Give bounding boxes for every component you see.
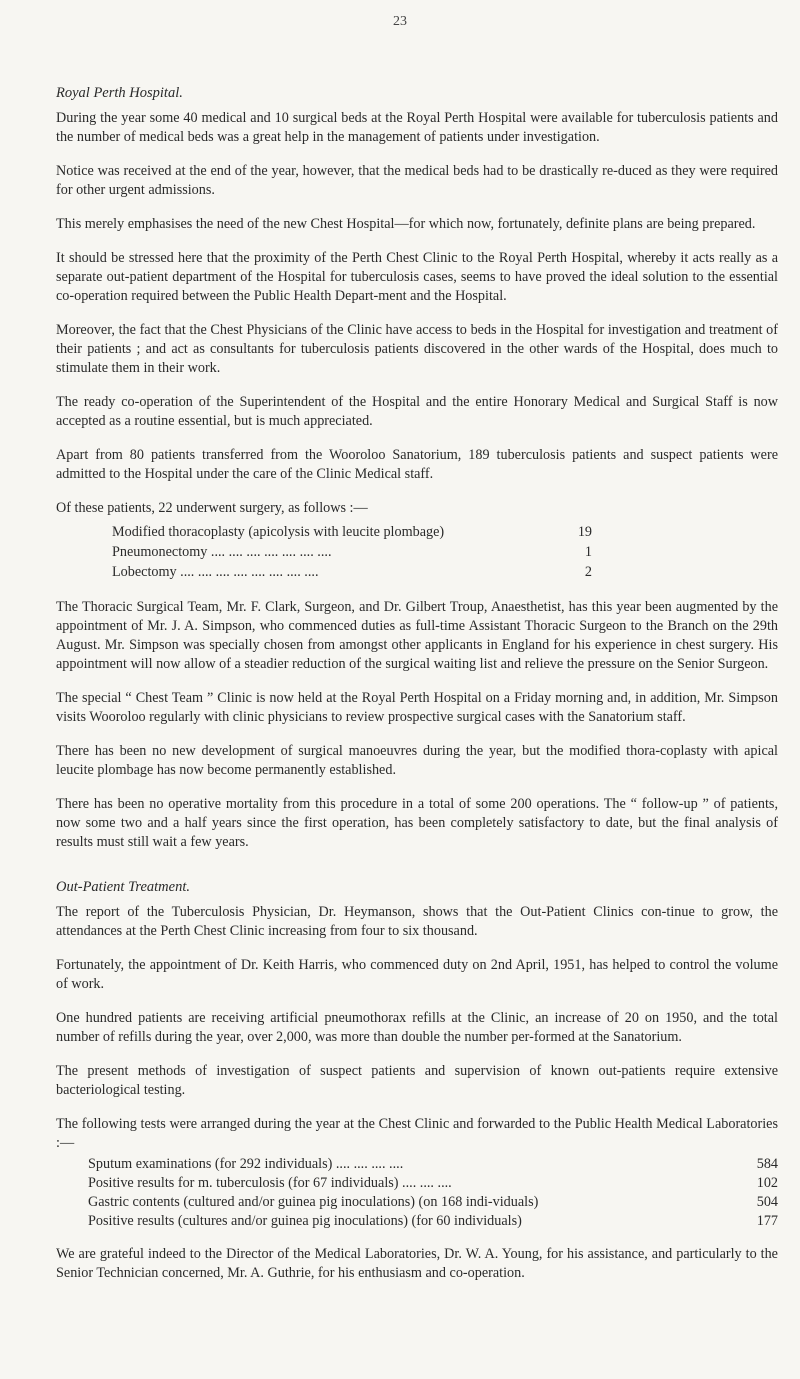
surgery-count: 1 bbox=[584, 544, 592, 560]
surgery-label: Pneumonectomy .... .... .... .... .... .... .... bbox=[112, 544, 332, 560]
test-label: Gastric contents (cultured and/or guinea pig inoculations) (on 168 indi-viduals) bbox=[88, 1194, 539, 1210]
tests-intro: The following tests were arranged during the year at the Chest Clinic and forwarded to the Public Health Medical Laboratories :— bbox=[56, 1116, 778, 1151]
section-heading-out-patient: Out-Patient Treatment. bbox=[56, 879, 190, 895]
surgery-label: Modified thoracoplasty (apicolysis with leucite plombage) bbox=[112, 524, 445, 540]
test-count: 177 bbox=[756, 1213, 778, 1229]
surgery-list bbox=[112, 522, 592, 582]
test-count: 504 bbox=[756, 1194, 778, 1210]
list-item bbox=[88, 1212, 778, 1231]
list-item bbox=[88, 1193, 778, 1212]
section-heading-royal-perth: Royal Perth Hospital. bbox=[56, 85, 183, 101]
page-number: 23 bbox=[393, 14, 407, 29]
surgery-label: Lobectomy .... .... .... .... .... .... .... .... bbox=[112, 564, 319, 580]
paragraph: It should be stressed here that the proximity of the Perth Chest Clinic to the Royal Perth Hospital, whereby it acts really as a separate out-patient department of the Hospital for tuberculosis cases, seems to have proved the ideal solution to the essential co-operation required between the Public Health Depart-ment and the Hospital. bbox=[56, 250, 778, 304]
closing-paragraph: We are grateful indeed to the Director of the Medical Laboratories, Dr. W. A. Young, for his assistance, and particularly to the Senior Technician concerned, Mr. A. Guthrie, for his enthusiasm and co-operation. bbox=[56, 1246, 778, 1281]
paragraph: The special “ Chest Team ” Clinic is now held at the Royal Perth Hospital on a Friday morning and, in addition, Mr. Simpson visits Wooroloo regularly with clinic physicians to review prospective surgical cases with the Sanatorium staff. bbox=[56, 690, 778, 725]
paragraph: Notice was received at the end of the year, however, that the medical beds had to be drastically re-duced as they were required for other urgent admissions. bbox=[56, 163, 778, 198]
list-item bbox=[112, 562, 592, 582]
surgery-intro: Of these patients, 22 underwent surgery, as follows :— bbox=[56, 500, 368, 516]
paragraph: The report of the Tuberculosis Physician, Dr. Heymanson, shows that the Out-Patient Clinics con-tinue to grow, the attendances at the Perth Chest Clinic increasing from four to six thousand. bbox=[56, 904, 778, 939]
test-label: Sputum examinations (for 292 individuals) .... .... .... .... bbox=[88, 1156, 404, 1172]
list-item bbox=[112, 522, 592, 542]
paragraph: One hundred patients are receiving artificial pneumothorax refills at the Clinic, an increase of 20 on 1950, and the total number of refills during the year, over 2,000, was more than double the number per-formed at the Sanatorium. bbox=[56, 1010, 778, 1045]
document-body bbox=[56, 84, 778, 1298]
list-item bbox=[88, 1174, 778, 1193]
paragraph: The present methods of investigation of suspect patients and supervision of known out-patients require extensive bacteriological testing. bbox=[56, 1063, 778, 1098]
paragraph: Apart from 80 patients transferred from the Wooroloo Sanatorium, 189 tuberculosis patients and suspect patients were admitted to the Hospital under the care of the Clinic Medical staff. bbox=[56, 447, 778, 482]
paragraph: During the year some 40 medical and 10 surgical beds at the Royal Perth Hospital were available for tuberculosis patients and the number of medical beds was a great help in the management of patients under investigation. bbox=[56, 110, 778, 145]
surgery-count: 2 bbox=[584, 564, 592, 580]
paragraph: There has been no operative mortality from this procedure in a total of some 200 operations. The “ follow-up ” of patients, now some two and a half years since the first operation, has been completely satisfactory to date, but the final analysis of results must still wait a few years. bbox=[56, 796, 778, 850]
paragraph: Moreover, the fact that the Chest Physicians of the Clinic have access to beds in the Hospital for investigation and treatment of their patients ; and act as consultants for tuberculosis patients discovered in the other wards of the Hospital, does much to stimulate them in their work. bbox=[56, 322, 778, 376]
test-count: 584 bbox=[756, 1156, 778, 1172]
surgery-count: 19 bbox=[577, 524, 592, 540]
list-item bbox=[88, 1155, 778, 1174]
paragraph: This merely emphasises the need of the new Chest Hospital—for which now, fortunately, definite plans are being prepared. bbox=[56, 216, 756, 232]
paragraph: The ready co-operation of the Superintendent of the Hospital and the entire Honorary Medical and Surgical Staff is now accepted as a routine essential, but is much appreciated. bbox=[56, 394, 778, 429]
paragraph: There has been no new development of surgical manoeuvres during the year, but the modified thora-coplasty with apical leucite plombage has now become permanently established. bbox=[56, 743, 778, 778]
paragraph: Fortunately, the appointment of Dr. Keith Harris, who commenced duty on 2nd April, 1951, has helped to control the volume of work. bbox=[56, 957, 778, 992]
paragraph: The Thoracic Surgical Team, Mr. F. Clark, Surgeon, and Dr. Gilbert Troup, Anaesthetist, has this year been augmented by the appointment of Mr. J. A. Simpson, who commenced duties as full-time Assistant Thoracic Surgeon to the Branch on the 29th August. Mr. Simpson was specially chosen from amongst other applicants in England for his experience in chest surgery. His appointment will now allow of a steadier reduction of the surgical waiting list and relieve the pressure on the Senior Surgeon. bbox=[56, 599, 778, 672]
test-label: Positive results for m. tuberculosis (for 67 individuals) .... .... .... bbox=[88, 1175, 452, 1191]
tests-list bbox=[88, 1155, 778, 1231]
test-label: Positive results (cultures and/or guinea pig inoculations) (for 60 individuals) bbox=[88, 1213, 522, 1229]
list-item bbox=[112, 542, 592, 562]
test-count: 102 bbox=[756, 1175, 778, 1191]
